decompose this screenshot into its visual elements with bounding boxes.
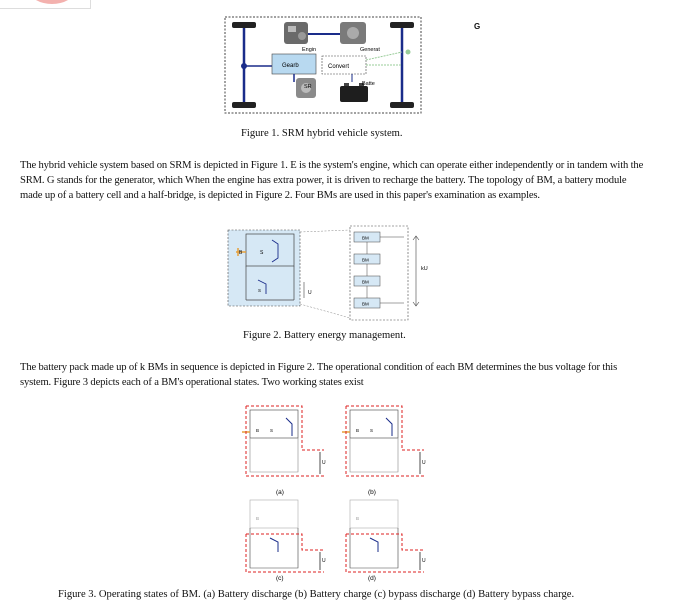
gearbox-label: Gearb	[282, 63, 299, 69]
bm-detail-box	[228, 230, 300, 306]
engine-icon	[284, 22, 308, 44]
figure-2-diagram	[226, 224, 436, 324]
svg-text:U: U	[308, 290, 312, 296]
bm-module	[354, 298, 380, 308]
panel-a-circuit	[242, 406, 326, 476]
figure-3-caption: Figure 3. Operating states of BM. (a) Battery discharge (b) Battery charge (c) bypass discharge (d) Battery bypass charge.	[58, 589, 575, 600]
generator-label: Generat	[360, 47, 380, 53]
panel-d-label: (d)	[368, 575, 376, 582]
top-decoration	[0, 0, 91, 9]
panel-b-circuit	[342, 406, 426, 476]
switch-label: S	[260, 250, 264, 256]
panel-b-label: (b)	[368, 489, 376, 496]
svg-text:S: S	[370, 428, 374, 433]
cell-label: B	[239, 250, 243, 256]
panel-c-label: (c)	[276, 575, 284, 582]
paragraph-1: The hybrid vehicle system based on SRM is depicted in Figure 1. E is the system's engine, which can operate either independently or in tandem with the SRM. G stands for the generator, which When the engine has extra power, it is driven to recharge the battery. The topology of BM, a battery module made up of a battery cell and a half-bridge, is depicted in Figure 2. Four BMs are used in this paper's examination as examples.	[20, 160, 644, 202]
figure-3-diagram	[236, 402, 436, 582]
panel-d-circuit	[346, 500, 426, 572]
paragraph-2: The battery pack made up of k BMs in sequence is depicted in Figure 2. The operational condition of each BM determines the bus voltage for this system. Figure 3 depicts each of a BM's operational states. Two working states exist	[20, 362, 618, 389]
bm-label: BM	[362, 257, 369, 263]
svg-text:B: B	[356, 428, 360, 433]
battery-label: Batte	[362, 81, 375, 87]
srm-label: SR	[304, 84, 312, 90]
figure-1-caption: Figure 1. SRM hybrid vehicle system.	[241, 128, 403, 139]
bm-label: BM	[362, 301, 369, 307]
svg-text:S: S	[258, 288, 262, 293]
bm-module	[354, 232, 380, 242]
voltage-label: U	[322, 460, 326, 466]
panel-c-circuit	[246, 500, 326, 572]
converter-label: Convert	[328, 64, 350, 70]
generator-icon	[340, 22, 366, 44]
bm-label: BM	[362, 279, 369, 285]
svg-text:B: B	[256, 516, 260, 521]
bm-label: BM	[362, 235, 369, 241]
bm-module	[354, 254, 380, 264]
svg-text:B: B	[256, 428, 260, 433]
bm-module	[354, 276, 380, 286]
engine-label: Engin	[302, 47, 317, 53]
bus-voltage-label: kU	[421, 266, 428, 272]
voltage-label: U	[422, 558, 426, 564]
figure-2-caption: Figure 2. Battery energy management.	[243, 330, 406, 341]
voltage-label: U	[422, 460, 426, 466]
corner-mark: G	[474, 22, 481, 31]
figure-1-diagram	[224, 16, 424, 116]
svg-text:S: S	[270, 428, 274, 433]
panel-a-label: (a)	[276, 489, 284, 496]
voltage-label: U	[322, 558, 326, 564]
svg-text:B: B	[356, 516, 360, 521]
